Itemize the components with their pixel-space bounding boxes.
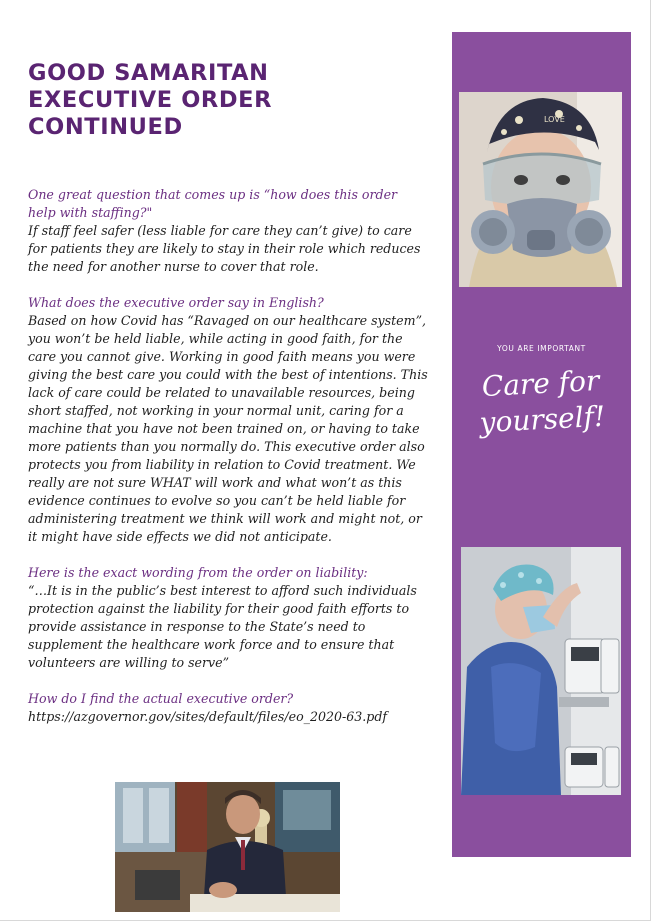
section-staffing <box>28 186 428 276</box>
mask-nurse-photo <box>459 92 622 287</box>
section-question: One great question that comes up is “how does this order help with staffing?" <box>28 187 398 220</box>
section-answer: Based on how Covid has “Ravaged on our healthcare system”, you won’t be held liable, while acting in good faith, for the care you cannot give. Working in good faith means you were giving the best care you could with the best of intentions. This lack of care could be related to unavailable resources, being short staffed, not working in your normal unit, caring for a machine that you have not been trained on, or having to take more patients than you normally do. This executive order also protects you from liability in relation to Covid treatment. We really are not sure WHAT will work and what won’t as this evidence continues to evolve so you can’t be held liable for administering treatment we think will work and might not, or it might have side effects we did not anticipate. <box>28 313 428 544</box>
section-exact-wording <box>28 564 428 672</box>
page-title: GOOD SAMARITAN EXECUTIVE ORDER CONTINUED <box>28 60 273 140</box>
section-question: What does the executive order say in English? <box>28 295 324 310</box>
cap-text: LOVE <box>544 115 565 124</box>
section-plain-english <box>28 294 428 546</box>
section-answer: If staff feel safer (less liable for care they can’t give) to care for patients they are likely to stay in their role which reduces the need for another nurse to cover that role. <box>28 223 421 274</box>
section-question: Here is the exact wording from the order on liability: <box>28 565 368 580</box>
order-url[interactable]: https://azgovernor.gov/sites/default/files/eo_2020-63.pdf <box>28 709 388 724</box>
section-question: How do I find the actual executive order? <box>28 691 294 706</box>
nurse-iv-pump-photo <box>461 547 621 795</box>
sidebar-script-message <box>450 361 633 442</box>
governor-signing-photo <box>115 782 340 912</box>
section-answer: “…It is in the public’s best interest to afford such individuals protection against the liability for their good faith efforts to provide assistance in response to the State’s need to supplement the healthcare work force and to ensure that volunteers are willing to serve” <box>28 583 417 670</box>
script-line-1: Care for <box>480 363 601 404</box>
section-find-order <box>28 690 428 726</box>
script-line-2: yourself! <box>478 399 606 440</box>
article-body <box>28 186 428 744</box>
sidebar-tagline: YOU ARE IMPORTANT <box>497 344 586 353</box>
